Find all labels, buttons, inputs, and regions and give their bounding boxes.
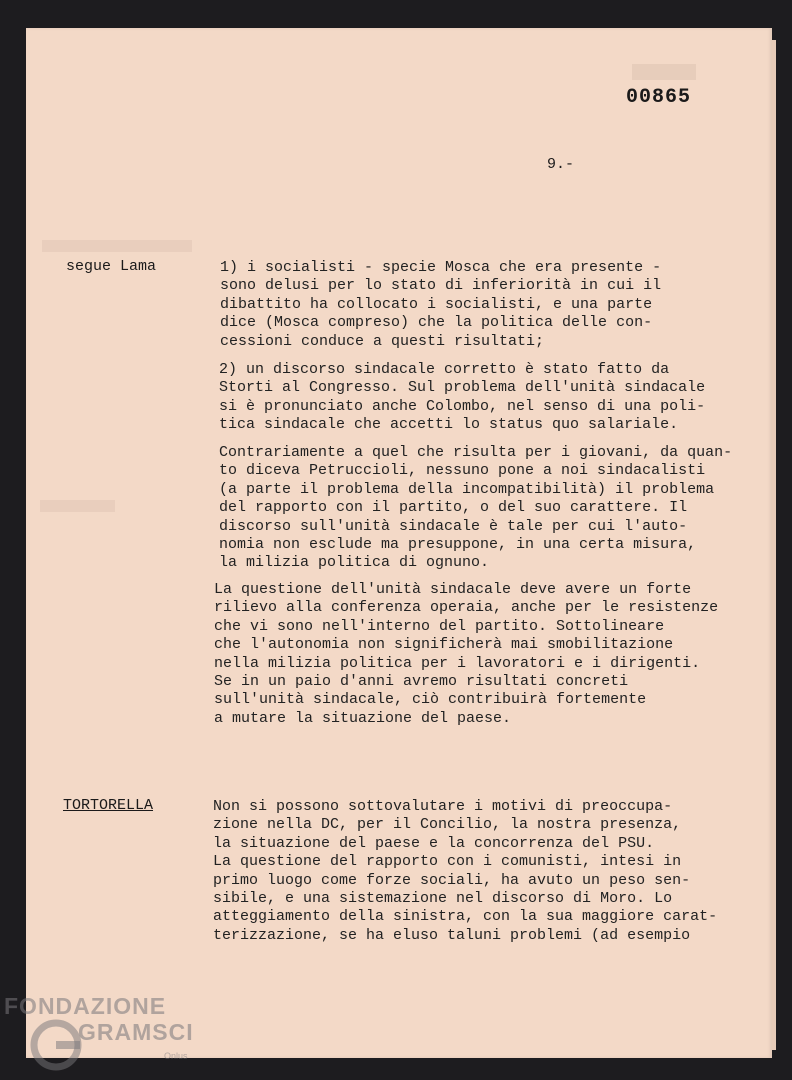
watermark-line-2: GRAMSCI [78,1019,194,1045]
paragraph-5: Non si possono sottovalutare i motivi di preoccupa- zione nella DC, per il Concilio, la nostra presenza, la situazione del paese e la concorrenza del PSU. La questione del rapporto con i comunisti, intesi in primo luogo come forze sociali, ha avuto un peso sen- sibile, e una sistemazione nel discorso di Moro. Lo atteggiamento della sinistra, con la sua maggiore carat- terizzazione, se ha eluso taluni problemi (ad esempio [213,798,718,944]
fondazione-gramsci-watermark [4,993,204,1073]
paragraph-2: 2) un discorso sindacale corretto è stato fatto da Storti al Congresso. Sul problema dell'unità sindacale si è pronunciato anche Colombo, nel senso di una poli- tica sindacale che accetti lo status quo salariale. [219,361,706,434]
paragraph-3: Contrariamente a quel che risulta per i giovani, da quan- to diceva Petruccioli, nessuno pone a noi sindacalisti (a parte il problema della incompatibilità) il problema del rapporto con il partito, o del suo carattere. Il discorso sull'unità sindacale è tale per cui l'auto- nomia non esclude ma presuppone, in una certa misura, la milizia politica di ognuno. [219,444,733,572]
gramsci-logo-icon [26,1015,86,1075]
speaker-label-lama: segue Lama [66,258,157,275]
bleed-through-mark [42,240,192,252]
document-number: 00865 [626,86,692,109]
paragraph-1: 1) i socialisti - specie Mosca che era presente - sono delusi per lo stato di inferiorità in cui il dibattito ha collocato i socialisti, e una parte dice (Mosca compreso) che la politica delle con- cessioni conduce a questi risultati; [220,259,662,350]
bleed-through-mark [632,64,696,80]
speaker-label-tortorella: TORTORELLA [63,797,154,814]
bleed-through-mark [40,500,115,512]
watermark-line-1: FONDAZIONE [4,993,167,1019]
paragraph-4: La questione dell'unità sindacale deve avere un forte rilievo alla conferenza operaia, anche per le resistenze che vi sono nell'interno del partito. Sottolineare che l'autonomia non significherà mai smobilitazione nella milizia politica per i lavoratori e i dirigenti. Se in un paio d'anni avremo risultati concreti sull'unità sindacale, ciò contribuirà fortemente a mutare la situazione del paese. [214,581,719,727]
page-number: 9.- [547,156,575,173]
watermark-onlus: Onlus [164,1051,188,1061]
